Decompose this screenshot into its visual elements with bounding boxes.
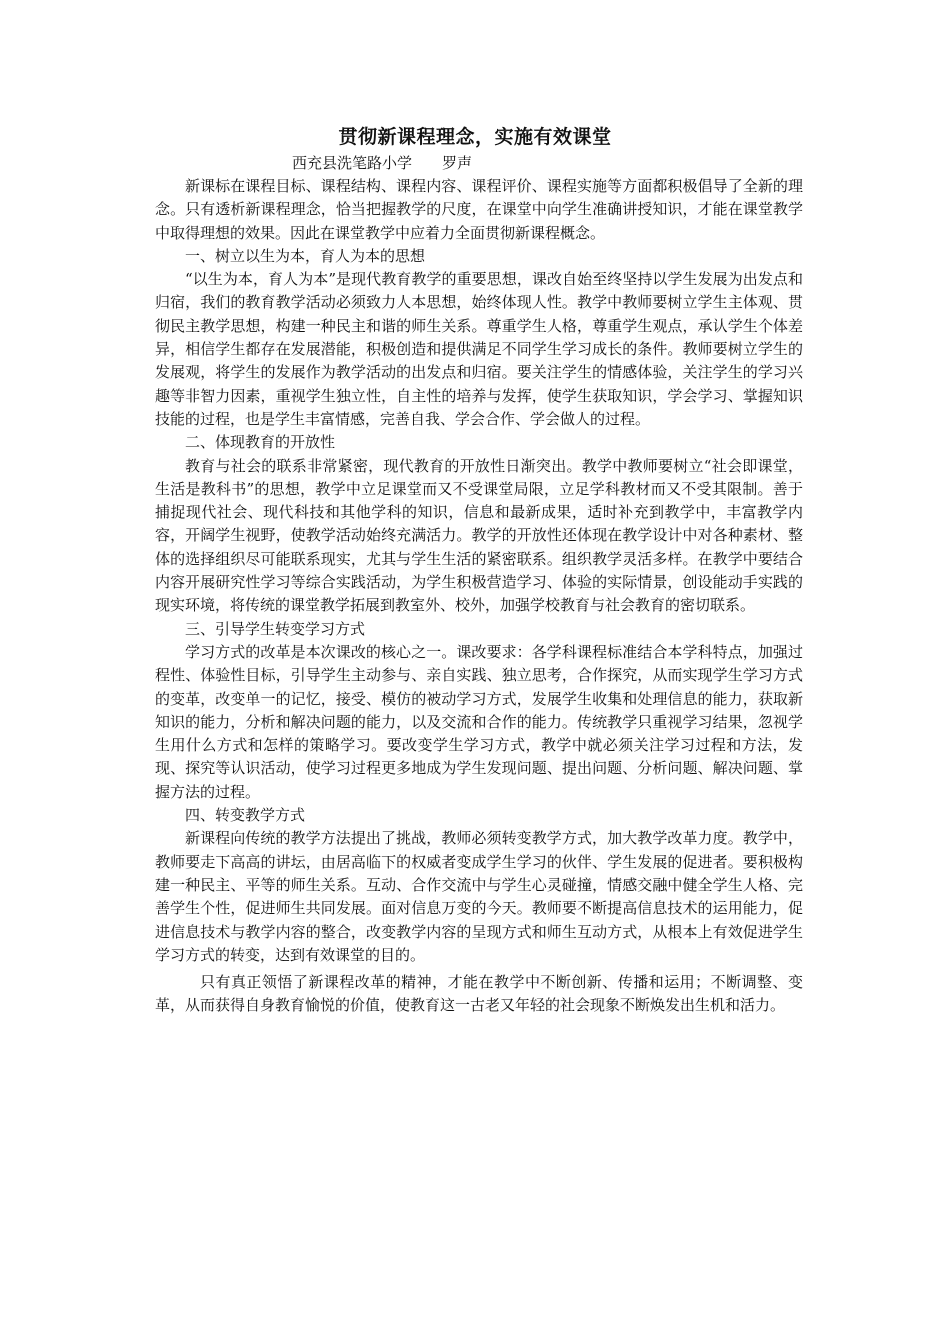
intro-paragraph: 新课标在课程目标、课程结构、课程内容、课程评价、课程实施等方面都积极倡导了全新的理念。只有透析新课程理念，恰当把握教学的尺度，在课堂中向学生准确讲授知识，才能在课堂教学中取得理想的效果。因此在课堂教学中应着力全面贯彻新课程概念。	[155, 177, 803, 242]
section-heading-2: 二、体现教育的开放性	[185, 433, 336, 452]
document-body	[155, 175, 803, 1018]
document-title: 贯彻新课程理念，实施有效课堂	[338, 126, 612, 148]
school-name: 西充县洗笔路小学	[292, 154, 413, 172]
section-body-3: 学习方式的改革是本次课改的核心之一。课改要求：各学科课程标准结合本学科特点，加强过程性、体验性目标，引导学生主动参与、亲自实践、独立思考，合作探究，从而实现学生学习方式的变革，改变单一的记忆，接受、模仿的被动学习方式，发展学生收集和处理信息的能力，获取新知识的能力，分析和解决问题的能力，以及交流和合作的能力。传统教学只重视学习结果，忽视学生用什么方式和怎样的策略学习。要改变学生学习方式，教学中就必须关注学习过程和方法，发现、探究等认识活动，使学习过程更多地成为学生发现问题、提出问题、分析问题、解决问题、掌握方法的过程。	[155, 642, 803, 801]
section-heading-4: 四、转变教学方式	[185, 806, 306, 825]
section-heading-3: 三、引导学生转变学习方式	[185, 619, 366, 638]
section-body-1: “以生为本，育人为本”是现代教育教学的重要思想，课改自始至终坚持以学生发展为出发点和归宿，我们的教育教学活动必须致力人本思想，始终体现人性。教学中教师要树立学生主体观、贯彻民主教学思想，构建一种民主和谐的师生关系。尊重学生人格，尊重学生观点，承认学生个体差异，相信学生都存在发展潜能，积极创造和提供满足不同学生学习成长的条件。教师要树立学生的发展观，将学生的发展作为教学活动的出发点和归宿。要关注学生的情感体验，关注学生的学习兴趣等非智力因素，重视学生独立性，自主性的培养与发挥，使学生获取知识，学会学习、掌握知识技能的过程，也是学生丰富情感，完善自我、学会合作、学会做人的过程。	[155, 270, 803, 428]
byline	[292, 152, 472, 174]
author-name: 罗声	[442, 154, 473, 172]
closing-paragraph: 只有真正领悟了新课程改革的精神，才能在教学中不断创新、传播和运用；不断调整、变革，从而获得自身教育愉悦的价值，使教育这一古老又年轻的社会现象不断焕发出生机和活力。	[155, 973, 803, 1015]
section-body-2: 教育与社会的联系非常紧密，现代教育的开放性日渐突出。教学中教师要树立“社会即课堂，生活是教科书”的思想，教学中立足课堂而又不受课堂局限，立足学科教材而又不受其限制。善于捕捉现代社会、现代科技和其他学科的知识，信息和最新成果，适时补充到教学中，丰富教学内容，开阔学生视野，使教学活动始终充满活力。教学的开放性还体现在教学设计中对各种素材、整体的选择组织尽可能联系现实，尤其与学生生活的紧密联系。组织教学灵活多样。在教学中要结合内容开展研究性学习等综合实践活动，为学生积极营造学习、体验的实际情景，创设能动手实践的现实环境，将传统的课堂教学拓展到教室外、校外，加强学校教育与社会教育的密切联系。	[155, 456, 803, 615]
section-heading-1: 一、树立以生为本，育人为本的思想	[185, 246, 426, 265]
section-body-4: 新课程向传统的教学方法提出了挑战，教师必须转变教学方式，加大教学改革力度。教学中，教师要走下高高的讲坛，由居高临下的权威者变成学生学习的伙伴、学生发展的促进者。要积极构建一种民主、平等的师生关系。互动、合作交流中与学生心灵碰撞，情感交融中健全学生人格、完善学生个性，促进师生共同发展。面对信息万变的今天。教师要不断提高信息技术的运用能力，促进信息技术与教学内容的整合，改变教学内容的呈现方式和师生互动方式，从根本上有效促进学生学习方式的转变，达到有效课堂的目的。	[155, 829, 803, 964]
